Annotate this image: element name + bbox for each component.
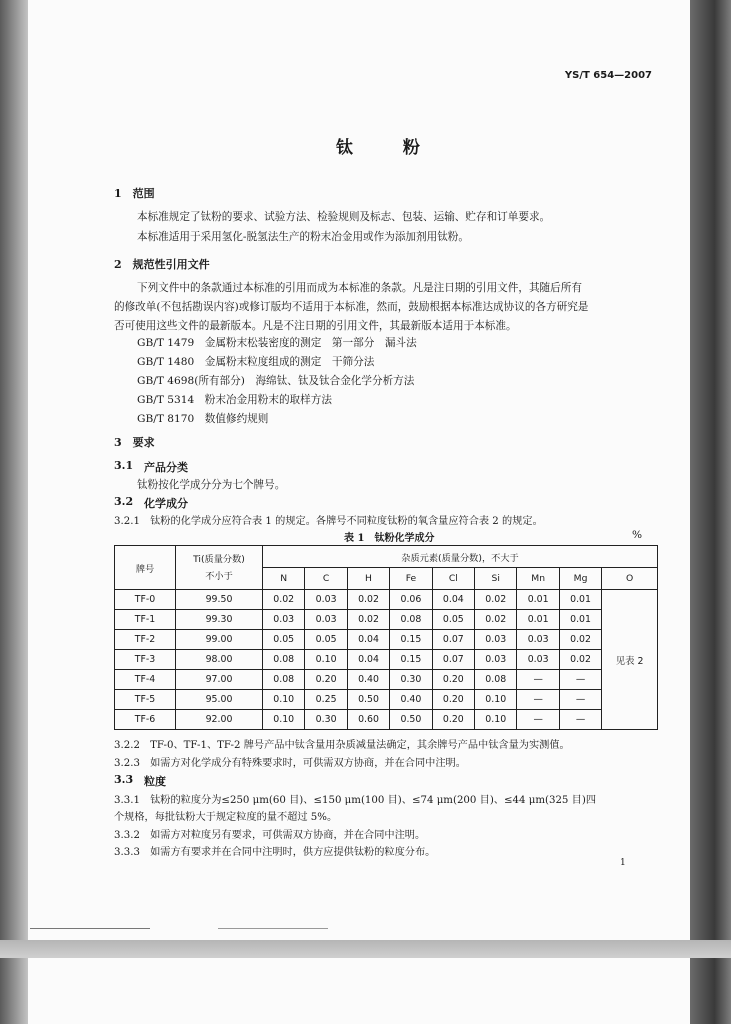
section-3-3-heading: 粒度 bbox=[144, 775, 166, 788]
cell-impurity: 0.20 bbox=[305, 670, 347, 690]
cell-impurity: 0.40 bbox=[390, 690, 432, 710]
scan-artifact-line bbox=[218, 928, 328, 929]
cell-impurity: 0.50 bbox=[390, 710, 432, 730]
cell-impurity: 0.03 bbox=[517, 630, 559, 650]
cell-impurity: 0.04 bbox=[347, 630, 389, 650]
cell-impurity: 0.08 bbox=[390, 610, 432, 630]
chemical-composition-table bbox=[114, 545, 658, 730]
cell-grade: TF-2 bbox=[115, 630, 176, 650]
cell-impurity: 0.20 bbox=[432, 670, 474, 690]
cell-impurity: 0.15 bbox=[390, 630, 432, 650]
cell-impurity: — bbox=[559, 690, 601, 710]
table-row bbox=[115, 630, 658, 650]
table-1-caption: 表 1 钛粉化学成分 bbox=[344, 533, 435, 544]
cell-ti: 92.00 bbox=[176, 710, 263, 730]
cell-impurity: 0.08 bbox=[475, 670, 517, 690]
table-row bbox=[115, 650, 658, 670]
cell-ti: 99.00 bbox=[176, 630, 263, 650]
header-element: C bbox=[305, 568, 347, 590]
cell-impurity: 0.07 bbox=[432, 650, 474, 670]
document-page bbox=[28, 0, 690, 940]
clause-3-3-1-line-2: 个规格，每批钛粉大于规定粒度的量不超过 5%。 bbox=[114, 812, 338, 823]
section-2-line-3: 否可使用这些文件的最新版本。凡是不注日期的引用文件，其最新版本适用于本标准。 bbox=[114, 320, 517, 332]
clause-3-3-1-line-1: 3.3.1 钛粉的粒度分为≤250 μm(60 目)、≤150 μm(100 目)、≤74 μm(200 目)、≤44 μm(325 目)四 bbox=[114, 795, 597, 806]
header-ti bbox=[176, 546, 263, 590]
cell-impurity: 0.02 bbox=[559, 650, 601, 670]
cell-impurity: 0.01 bbox=[559, 590, 601, 610]
table-row bbox=[115, 690, 658, 710]
cell-impurity: 0.02 bbox=[347, 610, 389, 630]
table-1-unit: % bbox=[632, 529, 643, 541]
header-impurities: 杂质元素(质量分数)，不大于 bbox=[263, 546, 658, 568]
cell-grade: TF-1 bbox=[115, 610, 176, 630]
next-page[interactable] bbox=[28, 958, 690, 1024]
cell-impurity: 0.03 bbox=[475, 630, 517, 650]
cell-impurity: 0.04 bbox=[347, 650, 389, 670]
cell-impurity: 0.05 bbox=[432, 610, 474, 630]
cell-impurity: 0.10 bbox=[305, 650, 347, 670]
table-row bbox=[115, 670, 658, 690]
header-element: Cl bbox=[432, 568, 474, 590]
scan-artifact-line bbox=[30, 928, 150, 929]
cell-impurity: 0.06 bbox=[390, 590, 432, 610]
cell-impurity: 0.02 bbox=[559, 630, 601, 650]
cell-grade: TF-4 bbox=[115, 670, 176, 690]
cell-ti: 99.30 bbox=[176, 610, 263, 630]
cell-impurity: — bbox=[517, 690, 559, 710]
section-3-1-heading: 产品分类 bbox=[144, 461, 188, 474]
cell-impurity: 0.10 bbox=[475, 690, 517, 710]
clause-3-3-3: 3.3.3 如需方有要求并在合同中注明时，供方应提供钛粉的粒度分布。 bbox=[114, 847, 436, 858]
standard-code: YS/T 654—2007 bbox=[564, 70, 652, 81]
cell-impurity: 0.40 bbox=[347, 670, 389, 690]
section-3-3-number: 3.3 bbox=[114, 773, 134, 786]
viewer-scrollbar-track[interactable] bbox=[690, 0, 731, 1024]
cell-grade: TF-3 bbox=[115, 650, 176, 670]
cell-impurity: 0.02 bbox=[475, 610, 517, 630]
header-grade: 牌号 bbox=[115, 546, 176, 590]
cell-impurity: 0.02 bbox=[347, 590, 389, 610]
clause-3-3-2: 3.3.2 如需方对粒度另有要求，可供需双方协商，并在合同中注明。 bbox=[114, 830, 426, 841]
section-1-paragraph-2: 本标准适用于采用氢化-脱氢法生产的粉末冶金用或作为添加剂用钛粉。 bbox=[137, 231, 469, 243]
section-3-1-number: 3.1 bbox=[114, 459, 134, 472]
cell-impurity: 0.03 bbox=[263, 610, 305, 630]
cell-impurity: 0.20 bbox=[432, 690, 474, 710]
cell-impurity: 0.01 bbox=[517, 590, 559, 610]
header-ti-min: 不小于 bbox=[205, 570, 233, 582]
clause-3-2-3: 3.2.3 如需方对化学成分有特殊要求时，可供需双方协商，并在合同中注明。 bbox=[114, 758, 466, 769]
cell-grade: TF-5 bbox=[115, 690, 176, 710]
table-row bbox=[115, 590, 658, 610]
cell-impurity: 0.10 bbox=[263, 690, 305, 710]
cell-impurity: 0.25 bbox=[305, 690, 347, 710]
left-shadow bbox=[0, 0, 28, 1024]
header-element: H bbox=[347, 568, 389, 590]
cell-ti: 98.00 bbox=[176, 650, 263, 670]
cell-impurity: 0.30 bbox=[390, 670, 432, 690]
cell-impurity: 0.15 bbox=[390, 650, 432, 670]
section-2-line-2: 的修改单(不包括勘误内容)或修订版均不适用于本标准，然而，鼓励根据本标准达成协议的各方研究是 bbox=[114, 301, 589, 313]
cell-grade: TF-6 bbox=[115, 710, 176, 730]
cell-impurity: 0.03 bbox=[305, 610, 347, 630]
cell-impurity: — bbox=[559, 710, 601, 730]
section-2-heading: 2 规范性引用文件 bbox=[114, 258, 210, 271]
section-1-heading: 1 范围 bbox=[114, 187, 155, 200]
cell-impurity: 0.08 bbox=[263, 670, 305, 690]
section-3-1-text: 钛粉按化学成分分为七个牌号。 bbox=[137, 479, 286, 491]
header-element: N bbox=[263, 568, 305, 590]
cell-impurity: 0.01 bbox=[559, 610, 601, 630]
cell-impurity: — bbox=[517, 670, 559, 690]
reference-item: GB/T 8170 数值修约规则 bbox=[137, 413, 269, 425]
cell-ti: 99.50 bbox=[176, 590, 263, 610]
clause-3-2-1: 3.2.1 钛粉的化学成分应符合表 1 的规定。各牌号不同粒度钛粉的氧含量应符合表 2 的规定。 bbox=[114, 516, 543, 527]
cell-impurity: 0.20 bbox=[432, 710, 474, 730]
cell-impurity: — bbox=[517, 710, 559, 730]
page-number: 1 bbox=[620, 858, 626, 868]
clause-3-2-2: 3.2.2 TF-0、TF-1、TF-2 牌号产品中钛含量用杂质减量法确定，其余牌号产品中钛含量为实测值。 bbox=[114, 740, 570, 751]
cell-impurity: 0.08 bbox=[263, 650, 305, 670]
cell-oxygen-note: 见表 2 bbox=[602, 590, 658, 730]
header-element: Fe bbox=[390, 568, 432, 590]
section-3-heading: 3 要求 bbox=[114, 436, 155, 449]
header-element: O bbox=[602, 568, 658, 590]
cell-impurity: 0.03 bbox=[475, 650, 517, 670]
cell-ti: 97.00 bbox=[176, 670, 263, 690]
cell-impurity: 0.30 bbox=[305, 710, 347, 730]
table-row bbox=[115, 610, 658, 630]
cell-impurity: 0.05 bbox=[305, 630, 347, 650]
cell-impurity: 0.05 bbox=[263, 630, 305, 650]
section-3-2-number: 3.2 bbox=[114, 495, 134, 508]
section-1-paragraph-1: 本标准规定了钛粉的要求、试验方法、检验规则及标志、包装、运输、贮存和订单要求。 bbox=[137, 211, 551, 223]
reference-item: GB/T 1479 金属粉末松装密度的测定 第一部分 漏斗法 bbox=[137, 337, 417, 349]
cell-impurity: 0.10 bbox=[475, 710, 517, 730]
table-row bbox=[115, 710, 658, 730]
cell-impurity: 0.04 bbox=[432, 590, 474, 610]
cell-grade: TF-0 bbox=[115, 590, 176, 610]
header-ti-label: Ti(质量分数) bbox=[193, 553, 245, 565]
page-gap bbox=[0, 940, 731, 958]
section-3-2-heading: 化学成分 bbox=[144, 497, 188, 510]
cell-impurity: 0.50 bbox=[347, 690, 389, 710]
cell-ti: 95.00 bbox=[176, 690, 263, 710]
reference-item: GB/T 5314 粉末冶金用粉末的取样方法 bbox=[137, 394, 332, 406]
cell-impurity: 0.07 bbox=[432, 630, 474, 650]
reference-item: GB/T 1480 金属粉末粒度组成的测定 干筛分法 bbox=[137, 356, 375, 368]
cell-impurity: 0.03 bbox=[305, 590, 347, 610]
cell-impurity: 0.02 bbox=[263, 590, 305, 610]
section-2-line-1: 下列文件中的条款通过本标准的引用而成为本标准的条款。凡是注日期的引用文件，其随后所有 bbox=[137, 282, 582, 294]
header-element: Mn bbox=[517, 568, 559, 590]
cell-impurity: 0.03 bbox=[517, 650, 559, 670]
page-title: 钛 粉 bbox=[336, 138, 442, 158]
cell-impurity: — bbox=[559, 670, 601, 690]
header-element: Mg bbox=[559, 568, 601, 590]
cell-impurity: 0.60 bbox=[347, 710, 389, 730]
cell-impurity: 0.02 bbox=[475, 590, 517, 610]
cell-impurity: 0.10 bbox=[263, 710, 305, 730]
cell-impurity: 0.01 bbox=[517, 610, 559, 630]
header-element: Si bbox=[475, 568, 517, 590]
reference-item: GB/T 4698(所有部分) 海绵钛、钛及钛合金化学分析方法 bbox=[137, 375, 415, 387]
